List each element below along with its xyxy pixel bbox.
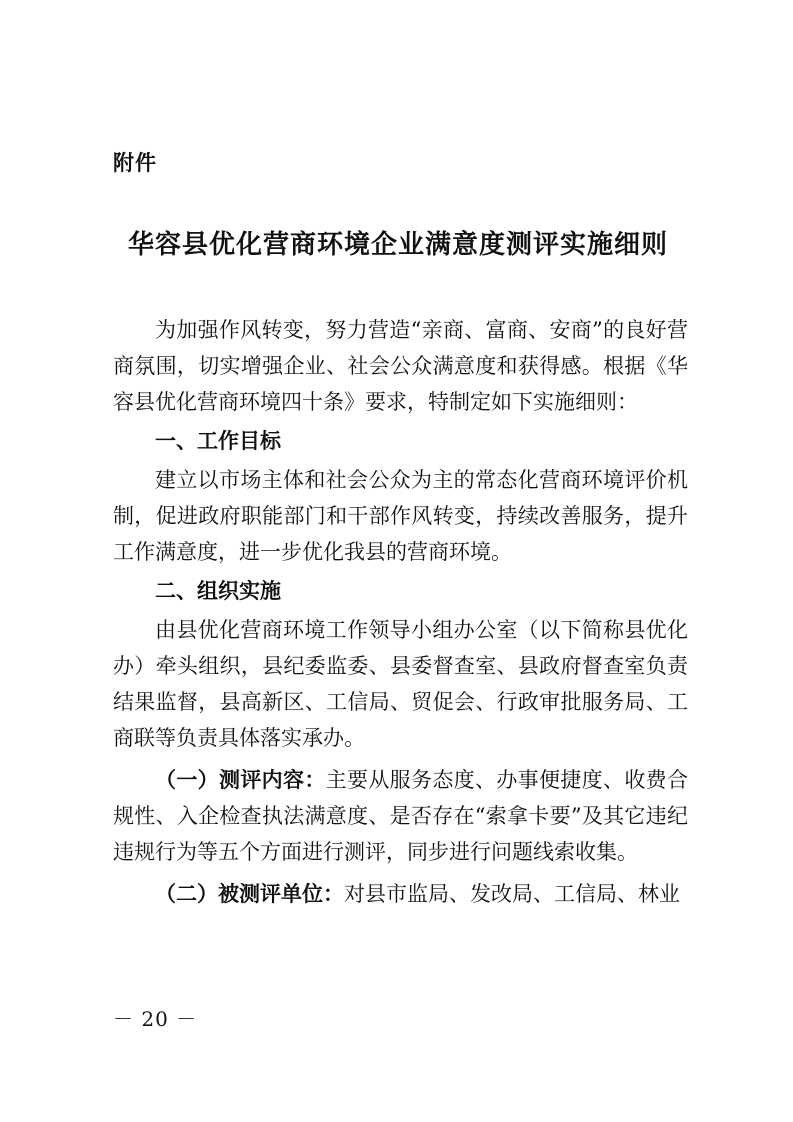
evaluated-units-lead: （二）被测评单位： [155,882,344,906]
evaluated-units-text: 对县市监局、发改局、工信局、林业 [344,882,680,906]
intro-paragraph: 为加强作风转变，努力营造“亲商、富商、安商”的良好营商氛围，切实增强企业、社会公众满意度和获得感。根据《华容县优化营商环境四十条》要求，特制定如下实施细则： [113,318,688,414]
page-number: － 20 － [113,1007,198,1031]
goals-paragraph: 建立以市场主体和社会公众为主的常态化营商环境评价机制，促进政府职能部门和干部作风转变，持续改善服务，提升工作满意度，进一步优化我县的营商环境。 [113,468,688,564]
section-heading-goals: 一、工作目标 [155,429,281,453]
evaluated-units-paragraph [113,876,688,912]
attachment-label: 附件 [113,151,157,175]
evaluation-content-lead: （一）测评内容： [155,768,326,792]
evaluation-content-paragraph [113,762,688,870]
document-title: 华容县优化营商环境企业满意度测评实施细则 [127,230,668,260]
section-heading-organization: 二、组织实施 [155,579,281,603]
organization-paragraph: 由县优化营商环境工作领导小组办公室（以下简称县优化办）牵头组织，县纪委监委、县委督查室、县政府督查室负责结果监督，县高新区、工信局、贸促会、行政审批服务局、工商联等负责具体落实承办。 [113,618,688,750]
evaluation-content-text: 主要从服务态度、办事便捷度、收费合规性、入企检查执法满意度、是否存在“索拿卡要”及其它违纪违规行为等五个方面进行测评，同步进行问题线索收集。 [113,768,689,864]
document-body [113,312,688,912]
